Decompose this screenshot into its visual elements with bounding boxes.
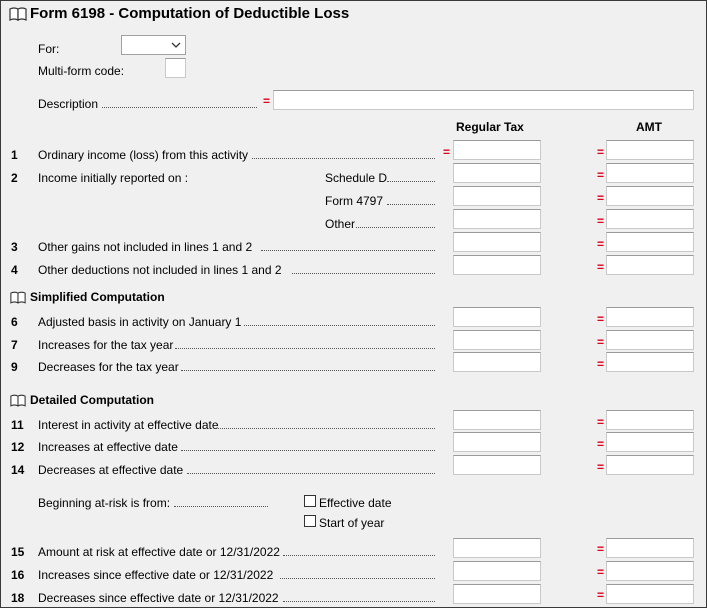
for-dropdown[interactable] <box>121 35 186 55</box>
leader <box>187 473 435 474</box>
line-7-label: Increases for the tax year <box>38 338 174 352</box>
leader <box>261 250 435 251</box>
line-15-amt-input[interactable] <box>606 538 694 558</box>
line-2-form-4797-amt-input[interactable] <box>606 186 694 206</box>
line-3-label: Other gains not included in lines 1 and 2 <box>38 240 253 254</box>
description-label: Description <box>38 97 99 111</box>
line-16-amt-input[interactable] <box>606 561 694 581</box>
line-18-number: 18 <box>11 591 25 605</box>
line-2-schedule-d-label: Schedule D <box>325 171 388 185</box>
line-14-label: Decreases at effective date <box>38 463 184 477</box>
line-4-label: Other deductions not included in lines 1 and 2 <box>38 263 282 277</box>
line-12-regular-input[interactable] <box>453 432 541 452</box>
line-6-regular-input[interactable] <box>453 307 541 327</box>
line-15-regular-input[interactable] <box>453 538 541 558</box>
line-16-regular-input[interactable] <box>453 561 541 581</box>
line-2-label: Income initially reported on : <box>38 171 189 185</box>
required-marker: = <box>597 437 605 451</box>
line-14-amt-input[interactable] <box>606 455 694 475</box>
leader <box>292 273 435 274</box>
required-marker: = <box>597 145 605 159</box>
line-1-regular-input[interactable] <box>453 140 541 160</box>
line-14-regular-input[interactable] <box>453 455 541 475</box>
line-2-form-4797-label: Form 4797 <box>325 194 384 208</box>
for-label: For: <box>38 42 60 56</box>
form-title <box>9 5 349 22</box>
leader <box>181 450 435 451</box>
required-marker: = <box>443 145 451 159</box>
line-12-amt-input[interactable] <box>606 432 694 452</box>
required-marker: = <box>597 168 605 182</box>
line-7-number: 7 <box>11 338 18 352</box>
line-9-label: Decreases for the tax year <box>38 360 179 374</box>
line-1-label: Ordinary income (loss) from this activity <box>38 148 249 162</box>
leader <box>283 601 435 602</box>
effective-date-checkbox[interactable] <box>304 495 316 507</box>
leader <box>283 555 435 556</box>
start-of-year-checkbox[interactable] <box>304 515 316 527</box>
title-text: Form 6198 - Computation of Deductible Loss <box>30 5 350 22</box>
line-12-number: 12 <box>11 440 25 454</box>
line-12-label: Increases at effective date <box>38 440 178 454</box>
line-11-label: Interest in activity at effective date <box>38 418 219 432</box>
leader <box>387 181 435 182</box>
regular-tax-header: Regular Tax <box>456 120 524 134</box>
required-marker: = <box>597 415 605 429</box>
leader <box>356 227 435 228</box>
line-7-amt-input[interactable] <box>606 330 694 350</box>
line-2-other-label: Other <box>325 217 356 231</box>
line-14-number: 14 <box>11 463 25 477</box>
line-18-regular-input[interactable] <box>453 584 541 604</box>
line-4-regular-input[interactable] <box>453 255 541 275</box>
start-of-year-label: Start of year <box>319 516 385 530</box>
leader <box>218 428 435 429</box>
line-3-regular-input[interactable] <box>453 232 541 252</box>
line-2-number: 2 <box>11 171 18 185</box>
line-4-amt-input[interactable] <box>606 255 694 275</box>
chevron-down-icon <box>171 40 181 50</box>
line-1-amt-input[interactable] <box>606 140 694 160</box>
leader <box>175 348 435 349</box>
line-11-regular-input[interactable] <box>453 410 541 430</box>
simplified-section-title <box>10 290 165 304</box>
required-marker: = <box>597 542 605 556</box>
leader <box>174 506 268 507</box>
line-9-regular-input[interactable] <box>453 352 541 372</box>
line-2-other-amt-input[interactable] <box>606 209 694 229</box>
leader <box>244 325 435 326</box>
simplified-title-text: Simplified Computation <box>30 290 165 304</box>
line-15-number: 15 <box>11 545 25 559</box>
line-9-amt-input[interactable] <box>606 352 694 372</box>
leader <box>280 578 435 579</box>
line-16-label: Increases since effective date or 12/31/2022 <box>38 568 274 582</box>
line-4-number: 4 <box>11 263 18 277</box>
required-marker: = <box>597 237 605 251</box>
line-7-regular-input[interactable] <box>453 330 541 350</box>
required-marker: = <box>597 214 605 228</box>
line-18-label: Decreases since effective date or 12/31/2022 <box>38 591 279 605</box>
book-icon[interactable] <box>10 394 26 407</box>
effective-date-label: Effective date <box>319 496 392 510</box>
line-3-number: 3 <box>11 240 18 254</box>
line-6-amt-input[interactable] <box>606 307 694 327</box>
required-marker: = <box>597 588 605 602</box>
line-1-number: 1 <box>11 148 18 162</box>
line-16-number: 16 <box>11 568 25 582</box>
book-icon[interactable] <box>9 7 27 21</box>
required-marker: = <box>597 335 605 349</box>
required-marker: = <box>597 357 605 371</box>
line-2-other-regular-input[interactable] <box>453 209 541 229</box>
line-18-amt-input[interactable] <box>606 584 694 604</box>
line-6-label: Adjusted basis in activity on January 1 <box>38 315 242 329</box>
line-3-amt-input[interactable] <box>606 232 694 252</box>
line-15-label: Amount at risk at effective date or 12/31/2022 <box>38 545 280 559</box>
description-input[interactable] <box>273 90 694 110</box>
required-marker: = <box>597 191 605 205</box>
multiform-code-input[interactable] <box>165 58 186 78</box>
line-11-amt-input[interactable] <box>606 410 694 430</box>
leader <box>181 370 435 371</box>
required-marker: = <box>597 460 605 474</box>
amt-header: AMT <box>636 120 662 134</box>
required-marker: = <box>263 94 271 108</box>
required-marker: = <box>597 312 605 326</box>
line-1-leader <box>252 158 435 159</box>
detailed-section-title <box>10 393 154 407</box>
line-11-number: 11 <box>11 418 24 432</box>
required-marker: = <box>597 260 605 274</box>
line-9-number: 9 <box>11 360 18 374</box>
leader <box>387 204 435 205</box>
line-6-number: 6 <box>11 315 18 329</box>
line-2-form-4797-regular-input[interactable] <box>453 186 541 206</box>
description-leader <box>102 107 257 108</box>
book-icon[interactable] <box>10 291 26 304</box>
line-2-schedule-d-amt-input[interactable] <box>606 163 694 183</box>
required-marker: = <box>597 565 605 579</box>
at-risk-label: Beginning at-risk is from: <box>38 496 171 510</box>
multiform-label: Multi-form code: <box>38 64 125 78</box>
detailed-title-text: Detailed Computation <box>30 393 155 407</box>
line-2-schedule-d-regular-input[interactable] <box>453 163 541 183</box>
